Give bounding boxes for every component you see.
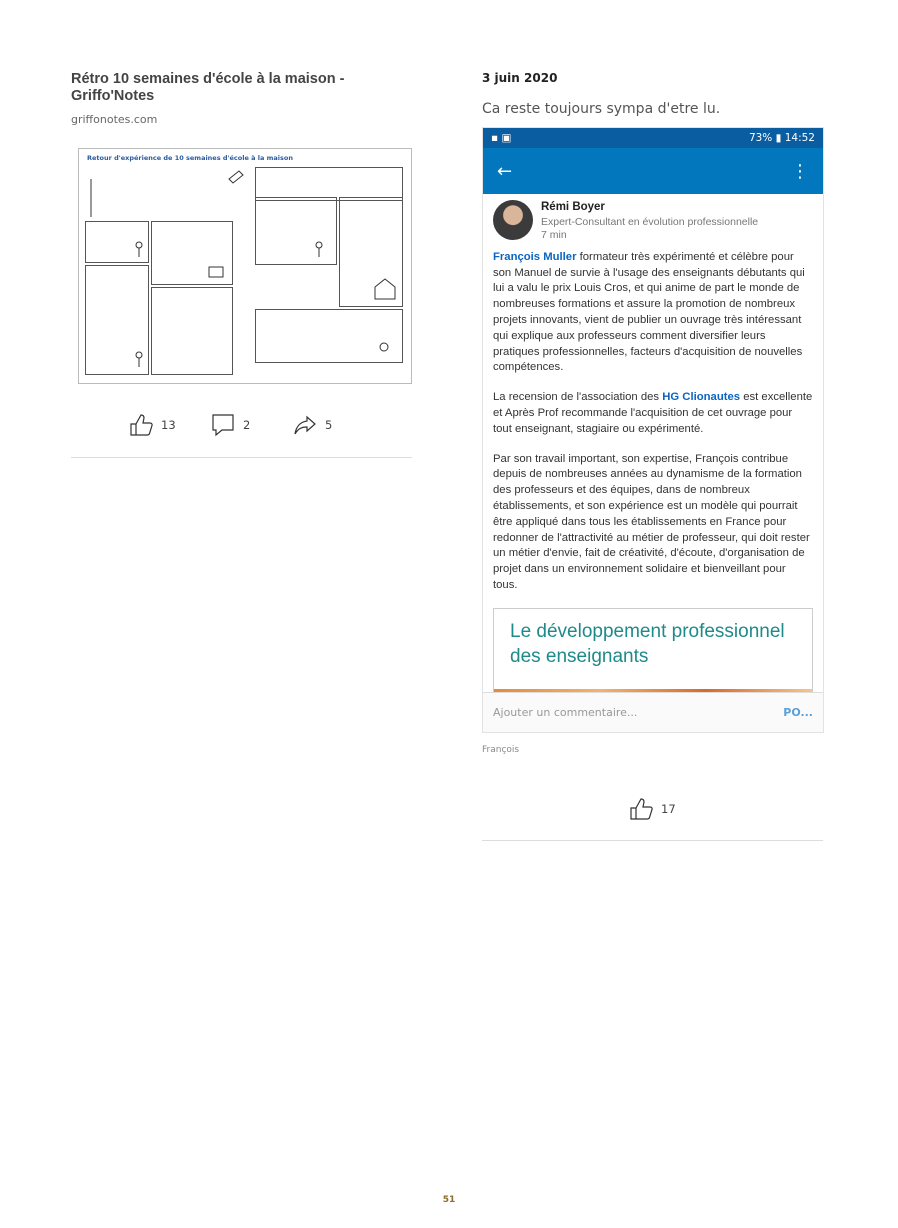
- like-button[interactable]: [128, 412, 210, 438]
- post-text: Ca reste toujours sympa d'etre lu.: [482, 101, 721, 117]
- app-bar: [483, 148, 823, 194]
- post-divider: [482, 840, 823, 841]
- thumbnail-heading: Retour d'expérience de 10 semaines d'école à la maison: [87, 154, 293, 162]
- share-button[interactable]: [292, 412, 332, 438]
- like-count: 17: [661, 802, 676, 816]
- card-divider: [71, 457, 412, 458]
- sketch-doodles: [79, 149, 411, 383]
- post-body: [483, 194, 823, 704]
- like-button[interactable]: [628, 796, 676, 822]
- card-title[interactable]: Rétro 10 semaines d'école à la maison - Griffo'Notes: [71, 71, 345, 104]
- comment-icon: [210, 412, 236, 438]
- comment-button[interactable]: [210, 412, 292, 438]
- card-source[interactable]: griffonotes.com: [71, 113, 158, 126]
- like-count: 13: [161, 418, 176, 432]
- author-title: Expert-Consultant en évolution professionnelle: [541, 215, 759, 228]
- post-date: 3 juin 2020: [482, 71, 558, 85]
- back-arrow-icon: ←: [497, 160, 513, 182]
- mention-link: HG Clionautes: [662, 391, 741, 404]
- mention-link: François Muller: [493, 250, 577, 263]
- comment-input: Ajouter un commentaire...: [493, 706, 638, 719]
- author-row: [493, 200, 813, 242]
- phone-status-bar: [483, 128, 823, 148]
- status-right: 73% ▮ 14:52: [748, 132, 815, 144]
- linkedin-screenshot[interactable]: [482, 127, 824, 733]
- comment-bar: [483, 692, 823, 732]
- more-vert-icon: ⋮: [791, 160, 809, 182]
- image-caption: François: [482, 745, 520, 755]
- paragraph-2-start: La recension de l'association des: [493, 391, 663, 404]
- post-button: PO...: [783, 706, 813, 719]
- author-name: Rémi Boyer: [541, 201, 605, 213]
- share-count: 5: [325, 418, 333, 432]
- card-actions: [128, 412, 388, 438]
- book-preview: [493, 608, 813, 704]
- thumbs-up-icon: [128, 412, 154, 438]
- worksheet-thumbnail[interactable]: [78, 148, 412, 384]
- post-actions: [628, 796, 676, 822]
- comment-count: 2: [243, 418, 251, 432]
- paragraph-2: [493, 390, 813, 437]
- avatar: [493, 200, 533, 240]
- page-number: 51: [442, 1195, 456, 1205]
- paragraph-2-end: est excellente et Après Prof recommande l'acquisition de cet ouvrage pour tout enseignant, stagiaire ou expérimenté.: [493, 391, 813, 435]
- book-title: Le développement professionnel des enseignants: [510, 620, 785, 667]
- thumbs-up-icon: [628, 796, 654, 822]
- paragraph-3: Par son travail important, son expertise, François contribue depuis de nombreuses années au dynamisme de la formation des professeurs et des équipes, dans de nombreux établissements, et son expérience est un modèle qui pourrait être appliqué dans tous les établissements en France pour redonner de l'attractivité au métier de professeur, qui doit rester un métier d'envie, fait de créativité, d'écoute, d'organisation de projet dans un environnement solidaire et bienveillant pour tous.: [493, 452, 810, 591]
- paragraph-1: [493, 250, 813, 376]
- paragraph-1-text: formateur très expérimenté et célèbre pour son Manuel de survie à l'usage des enseignants débutants qui lui a valu le prix Louis Cros, et qui anime de part le monde de nombreuses formations et assure la promotion de nombreux projets innovants, vient de publier un ouvrage très intéressant qui explique aux professeurs comment diversifier leurs pratiques professionnelles, facteurs d'acquisition de nouvelles compétences.: [493, 250, 805, 374]
- author-time: 7 min: [541, 228, 567, 241]
- share-icon: [292, 412, 318, 438]
- status-icons: ▪ ▣: [491, 132, 512, 144]
